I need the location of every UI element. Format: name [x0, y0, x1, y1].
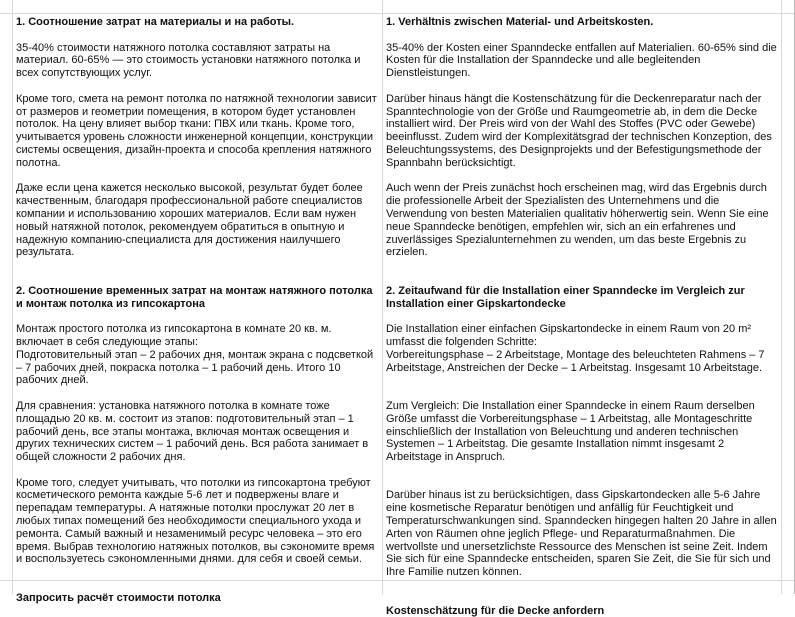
- section-2-heading: 2. Соотношение временных затрат на монтаж натяжного потолка и монтаж потолка из гипсокартона: [16, 284, 373, 310]
- grid-line-right: [781, 0, 782, 594]
- german-column: [386, 16, 778, 617]
- section-1-paragraph-1: 35-40% der Kosten einer Spanndecke entfallen auf Materialien. 60-65% sind die Kosten für die Installation der Spanndecke und alle begleitenden Dienstleistungen.: [386, 41, 777, 80]
- section-2-heading: 2. Zeitaufwand für die Installation einer Spanndecke im Vergleich zur Installation einer Gipskartondecke: [386, 284, 745, 310]
- section-2-paragraph-3: Кроме того, следует учитывать, что потолки из гипсокартона требуют косметического ремонта каждые 5-6 лет и подвержены влаге и перепадам температуры. А натяжные потолки прослужат 20 лет в любых типах помещений без необходимости специального ухода и ремонта. Самый важный и незаменимый ресурс человека – это его время. Выбрав технологию натяжных потолков, вы сэкономите время и воспользуетесь сэкономленными днями. для себя и своей семьи.: [16, 476, 375, 566]
- section-1-paragraph-3: Auch wenn der Preis zunächst hoch erscheinen mag, wird das Ergebnis durch die professionelle Arbeit der Spezialisten des Unternehmens und die Verwendung von besten Materialien qualitativ höherwertig sein. Wenn Sie eine neue Spanndecke benötigen, empfehlen wir, sich an ein erfahrenes und zuverlässiges Spezialunternehmen zu wenden, um das beste Ergebnis zu erzielen.: [386, 182, 769, 259]
- section-2-paragraph-3: Darüber hinaus ist zu berücksichtigen, dass Gipskartondecken alle 5-6 Jahre eine kosmetische Reparatur benötigen und anfällig für Feuchtigkeit und Temperaturschwankungen sind. Spanndecken hingegen halten 20 Jahre in allen Arten von Räumen ohne jeglich Pflege- und Reparaturmaßnahmen. Die wertvollste und unersetzlichste Ressource des Menschen ist seine Zeit. Indem Sie sich für eine Spanndecke entscheiden, sparen Sie Zeit, die Sie für sich und Ihre Familie nutzen können.: [386, 489, 777, 579]
- section-1-paragraph-2: Кроме того, смета на ремонт потолка по натяжной технологии зависит от размеров и геометрии помещения, в котором будет установлен потолок. На цену влияет выбор ткани: ПВХ или ткань. Кроме того, учитывается уровень сложности инженерной концепции, конструкции системы освещения, дизайн-проекта и способа крепления натяжного полотна.: [16, 92, 377, 169]
- section-2-paragraph-1: Die Installation einer einfachen Gipskartondecke in einem Raum von 20 m² umfasst die folgenden Schritte: Vorbereitungsphase – 2 Arbeitstage, Montage des beleuchteten Rahmens – 7 Arbeitstage, Anstreichen der Decke – 1 Arbeitstag. Insgesamt 10 Arbeitstage.: [386, 323, 765, 374]
- section-1-paragraph-1: 35-40% стоимости натяжного потолка составляют затраты на материал. 60-65% — это стоимость установки натяжного потолка и всех сопутствующих услуг.: [16, 41, 361, 80]
- section-2-paragraph-2: Для сравнения: установка натяжного потолка в комнате тоже площадью 20 кв. м. состоит из этапов: подготовительный этап – 1 рабочий день, все этапы монтажа, включая монтаж освещения и других технических систем – 1 рабочий день. Вся работа занимает в общей сложности 2 рабочих дня.: [16, 399, 369, 464]
- grid-line-left: [12, 0, 13, 594]
- cta-link[interactable]: Запросить расчёт стоимости потолка: [16, 591, 221, 604]
- section-1-paragraph-2: Darüber hinaus hängt die Kostenschätzung für die Deckenreparatur nach der Spanntechnologie von der Größe und Raumgeometrie ab, in dem die Decke installiert wird. Der Preis wird von der Wahl des Stoffes (PVC oder Gewebe) beeinflusst. Zudem wird der Komplexitätsgrad der technischen Konzeption, des Beleuchtungssystems, des Designprojekts und der Befestigungsmethode der Spannbahn berücksichtigt.: [386, 92, 772, 169]
- grid-line-top: [0, 13, 795, 14]
- grid-line-middle: [382, 0, 383, 594]
- section-1-heading: 1. Verhältnis zwischen Material- und Arbeitskosten.: [386, 16, 654, 28]
- section-1-paragraph-3: Даже если цена кажется несколько высокой, результат будет более качественным, благодаря профессиональной работе специалистов компании и использованию хороших материалов. Если вам нужен новый натяжной потолок, рекомендуем обратиться в опытную и надежную компанию-специалиста для достижения наилучшего результата.: [16, 182, 363, 259]
- cta-link[interactable]: Kostenschätzung für die Decke anfordern: [386, 604, 605, 617]
- section-2-paragraph-2: Zum Vergleich: Die Installation einer Spanndecke in einem Raum derselben Größe umfasst die Vorbereitungsphase – 1 Arbeitstag, alle Montageschritte einschließlich der Installation von Beleuchtung und anderen technischen Systemen – 1 Arbeitstag. Die gesamte Installation nimmt insgesamt 2 Arbeitstage in Anspruch.: [386, 399, 755, 464]
- russian-column: [16, 16, 380, 605]
- section-1-heading: 1. Соотношение затрат на материалы и на работы.: [16, 16, 295, 28]
- section-2-paragraph-1: Монтаж простого потолка из гипсокартона в комнате 20 кв. м. включает в себя следующие этапы: Подготовительный этап – 2 рабочих дня, монтаж экрана с подсветкой – 7 рабочих дней, покраска потолка – 1 рабочий день. Итого 10 рабочих дней.: [16, 323, 374, 387]
